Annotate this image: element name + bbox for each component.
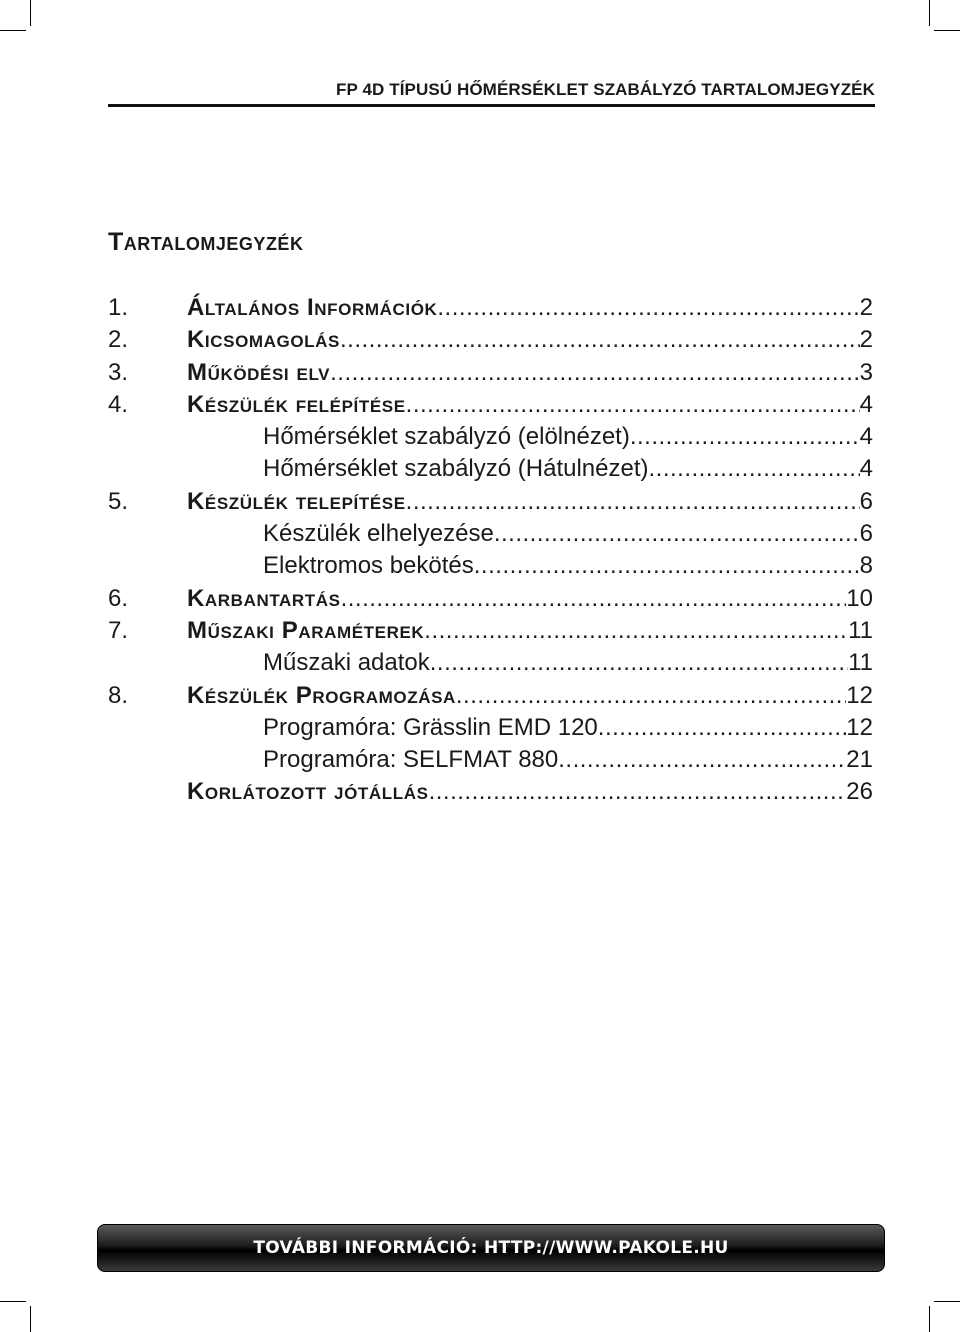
toc-entry-body (187, 486, 873, 518)
toc-entry-label: Programóra: SELFMAT 880 (263, 746, 559, 774)
toc-entry-page: 4 (859, 423, 873, 451)
toc-entry-label: Működési elv (187, 358, 331, 386)
toc-entry-page: 10 (846, 584, 873, 612)
toc-entry-label: Műszaki adatok (263, 649, 430, 677)
toc-dot-leader (341, 583, 847, 615)
crop-mark (934, 30, 960, 31)
toc-entry-label: Hőmérséklet szabályzó (Hátulnézet) (263, 455, 649, 483)
toc-entry[interactable] (108, 518, 873, 550)
toc-entry-label: Hőmérséklet szabályzó (elölnézet) (263, 423, 630, 451)
toc-entry[interactable] (108, 292, 873, 324)
table-of-contents (108, 292, 873, 809)
toc-dot-leader (437, 292, 859, 324)
toc-entry-body (187, 453, 873, 485)
toc-entry-page: 6 (859, 487, 873, 515)
crop-mark (0, 30, 26, 31)
toc-entry-page: 3 (859, 358, 873, 386)
toc-entry-label: Kicsomagolás (187, 326, 340, 354)
toc-dot-leader (430, 647, 848, 679)
toc-entry-number: 7. (108, 616, 129, 644)
toc-entry-body (187, 550, 873, 582)
toc-entry-label: Programóra: Grässlin EMD 120 (263, 713, 598, 741)
toc-entry-page: 26 (846, 778, 873, 806)
toc-entry-number: 1. (108, 294, 129, 321)
toc-entry-label: Általános Információk (187, 294, 438, 321)
toc-dot-leader (630, 421, 860, 453)
toc-entry-label: Készülék felépítése (187, 390, 406, 418)
crop-mark (30, 0, 31, 26)
crop-mark (934, 1301, 960, 1302)
toc-entry-label: Elektromos bekötés (263, 552, 474, 580)
toc-entry-body (187, 680, 873, 712)
toc-dot-leader (558, 744, 846, 776)
toc-entry-number: 5. (108, 487, 129, 515)
footer-info-link[interactable]: TOVÁBBI INFORMÁCIÓ: HTTP://WWW.PAKOLE.HU (253, 1238, 729, 1258)
toc-entry[interactable] (108, 550, 873, 582)
toc-entry-label: Karbantartás (187, 584, 341, 612)
toc-entry-page: 11 (848, 649, 873, 677)
toc-entry-number: 3. (108, 358, 129, 386)
toc-entry-label: Készülék telepítése (187, 487, 406, 515)
toc-entry[interactable] (108, 421, 873, 453)
toc-dot-leader (474, 550, 860, 582)
toc-entry-page: 11 (848, 616, 873, 644)
toc-entry-number: 8. (108, 681, 129, 709)
toc-entry-body (187, 518, 873, 550)
toc-entry-page: 6 (859, 520, 873, 548)
toc-entry-page: 2 (859, 326, 873, 354)
toc-dot-leader (456, 680, 846, 712)
toc-entry-body (187, 324, 873, 356)
toc-dot-leader (598, 712, 847, 744)
toc-entry[interactable] (108, 776, 873, 808)
toc-entry-page: 12 (846, 713, 873, 741)
toc-entry-body (187, 647, 873, 679)
toc-entry-page: 4 (859, 390, 873, 418)
toc-entry[interactable] (108, 357, 873, 389)
toc-entry-body (187, 583, 873, 615)
toc-entry-label: Készülék Programozása (187, 681, 456, 709)
toc-entry-body (187, 292, 873, 324)
toc-dot-leader (406, 486, 860, 518)
footer-banner (97, 1224, 885, 1272)
toc-entry[interactable] (108, 680, 873, 712)
toc-entry-body (187, 744, 873, 776)
toc-entry[interactable] (108, 324, 873, 356)
toc-entry-label: Korlátozott jótállás (187, 778, 429, 806)
toc-entry-body (187, 421, 873, 453)
toc-entry[interactable] (108, 744, 873, 776)
toc-dot-leader (424, 615, 848, 647)
toc-title: Tartalomjegyzék (108, 228, 304, 256)
toc-entry-body (187, 712, 873, 744)
toc-dot-leader (649, 453, 860, 485)
crop-mark (929, 0, 930, 26)
toc-entry[interactable] (108, 453, 873, 485)
toc-entry[interactable] (108, 647, 873, 679)
toc-entry-page: 4 (859, 455, 873, 483)
header-divider (108, 104, 875, 107)
toc-entry-label: Készülék elhelyezése (263, 520, 494, 548)
toc-dot-leader (406, 389, 860, 421)
toc-entry-body (187, 776, 873, 808)
toc-entry[interactable] (108, 486, 873, 518)
toc-entry[interactable] (108, 712, 873, 744)
toc-dot-leader (330, 357, 860, 389)
toc-entry-number: 2. (108, 326, 129, 354)
toc-entry-page: 8 (859, 552, 873, 580)
toc-dot-leader (429, 776, 847, 808)
crop-mark (929, 1306, 930, 1332)
crop-mark (30, 1306, 31, 1332)
page-header: FP 4D TÍPUSÚ HŐMÉRSÉKLET SZABÁLYZÓ TARTALOMJEGYZÉK (336, 80, 875, 99)
toc-entry[interactable] (108, 583, 873, 615)
toc-entry-number: 4. (108, 390, 129, 418)
toc-dot-leader (340, 324, 860, 356)
toc-entry-body (187, 615, 873, 647)
toc-entry-page: 2 (859, 294, 873, 321)
crop-mark (0, 1301, 26, 1302)
toc-entry-page: 12 (846, 681, 873, 709)
toc-entry-number: 6. (108, 584, 129, 612)
toc-entry[interactable] (108, 389, 873, 421)
toc-entry-label: Műszaki Paraméterek (187, 616, 425, 644)
toc-entry-body (187, 389, 873, 421)
toc-entry-body (187, 357, 873, 389)
toc-entry[interactable] (108, 615, 873, 647)
toc-entry-page: 21 (846, 746, 873, 774)
toc-dot-leader (494, 518, 860, 550)
